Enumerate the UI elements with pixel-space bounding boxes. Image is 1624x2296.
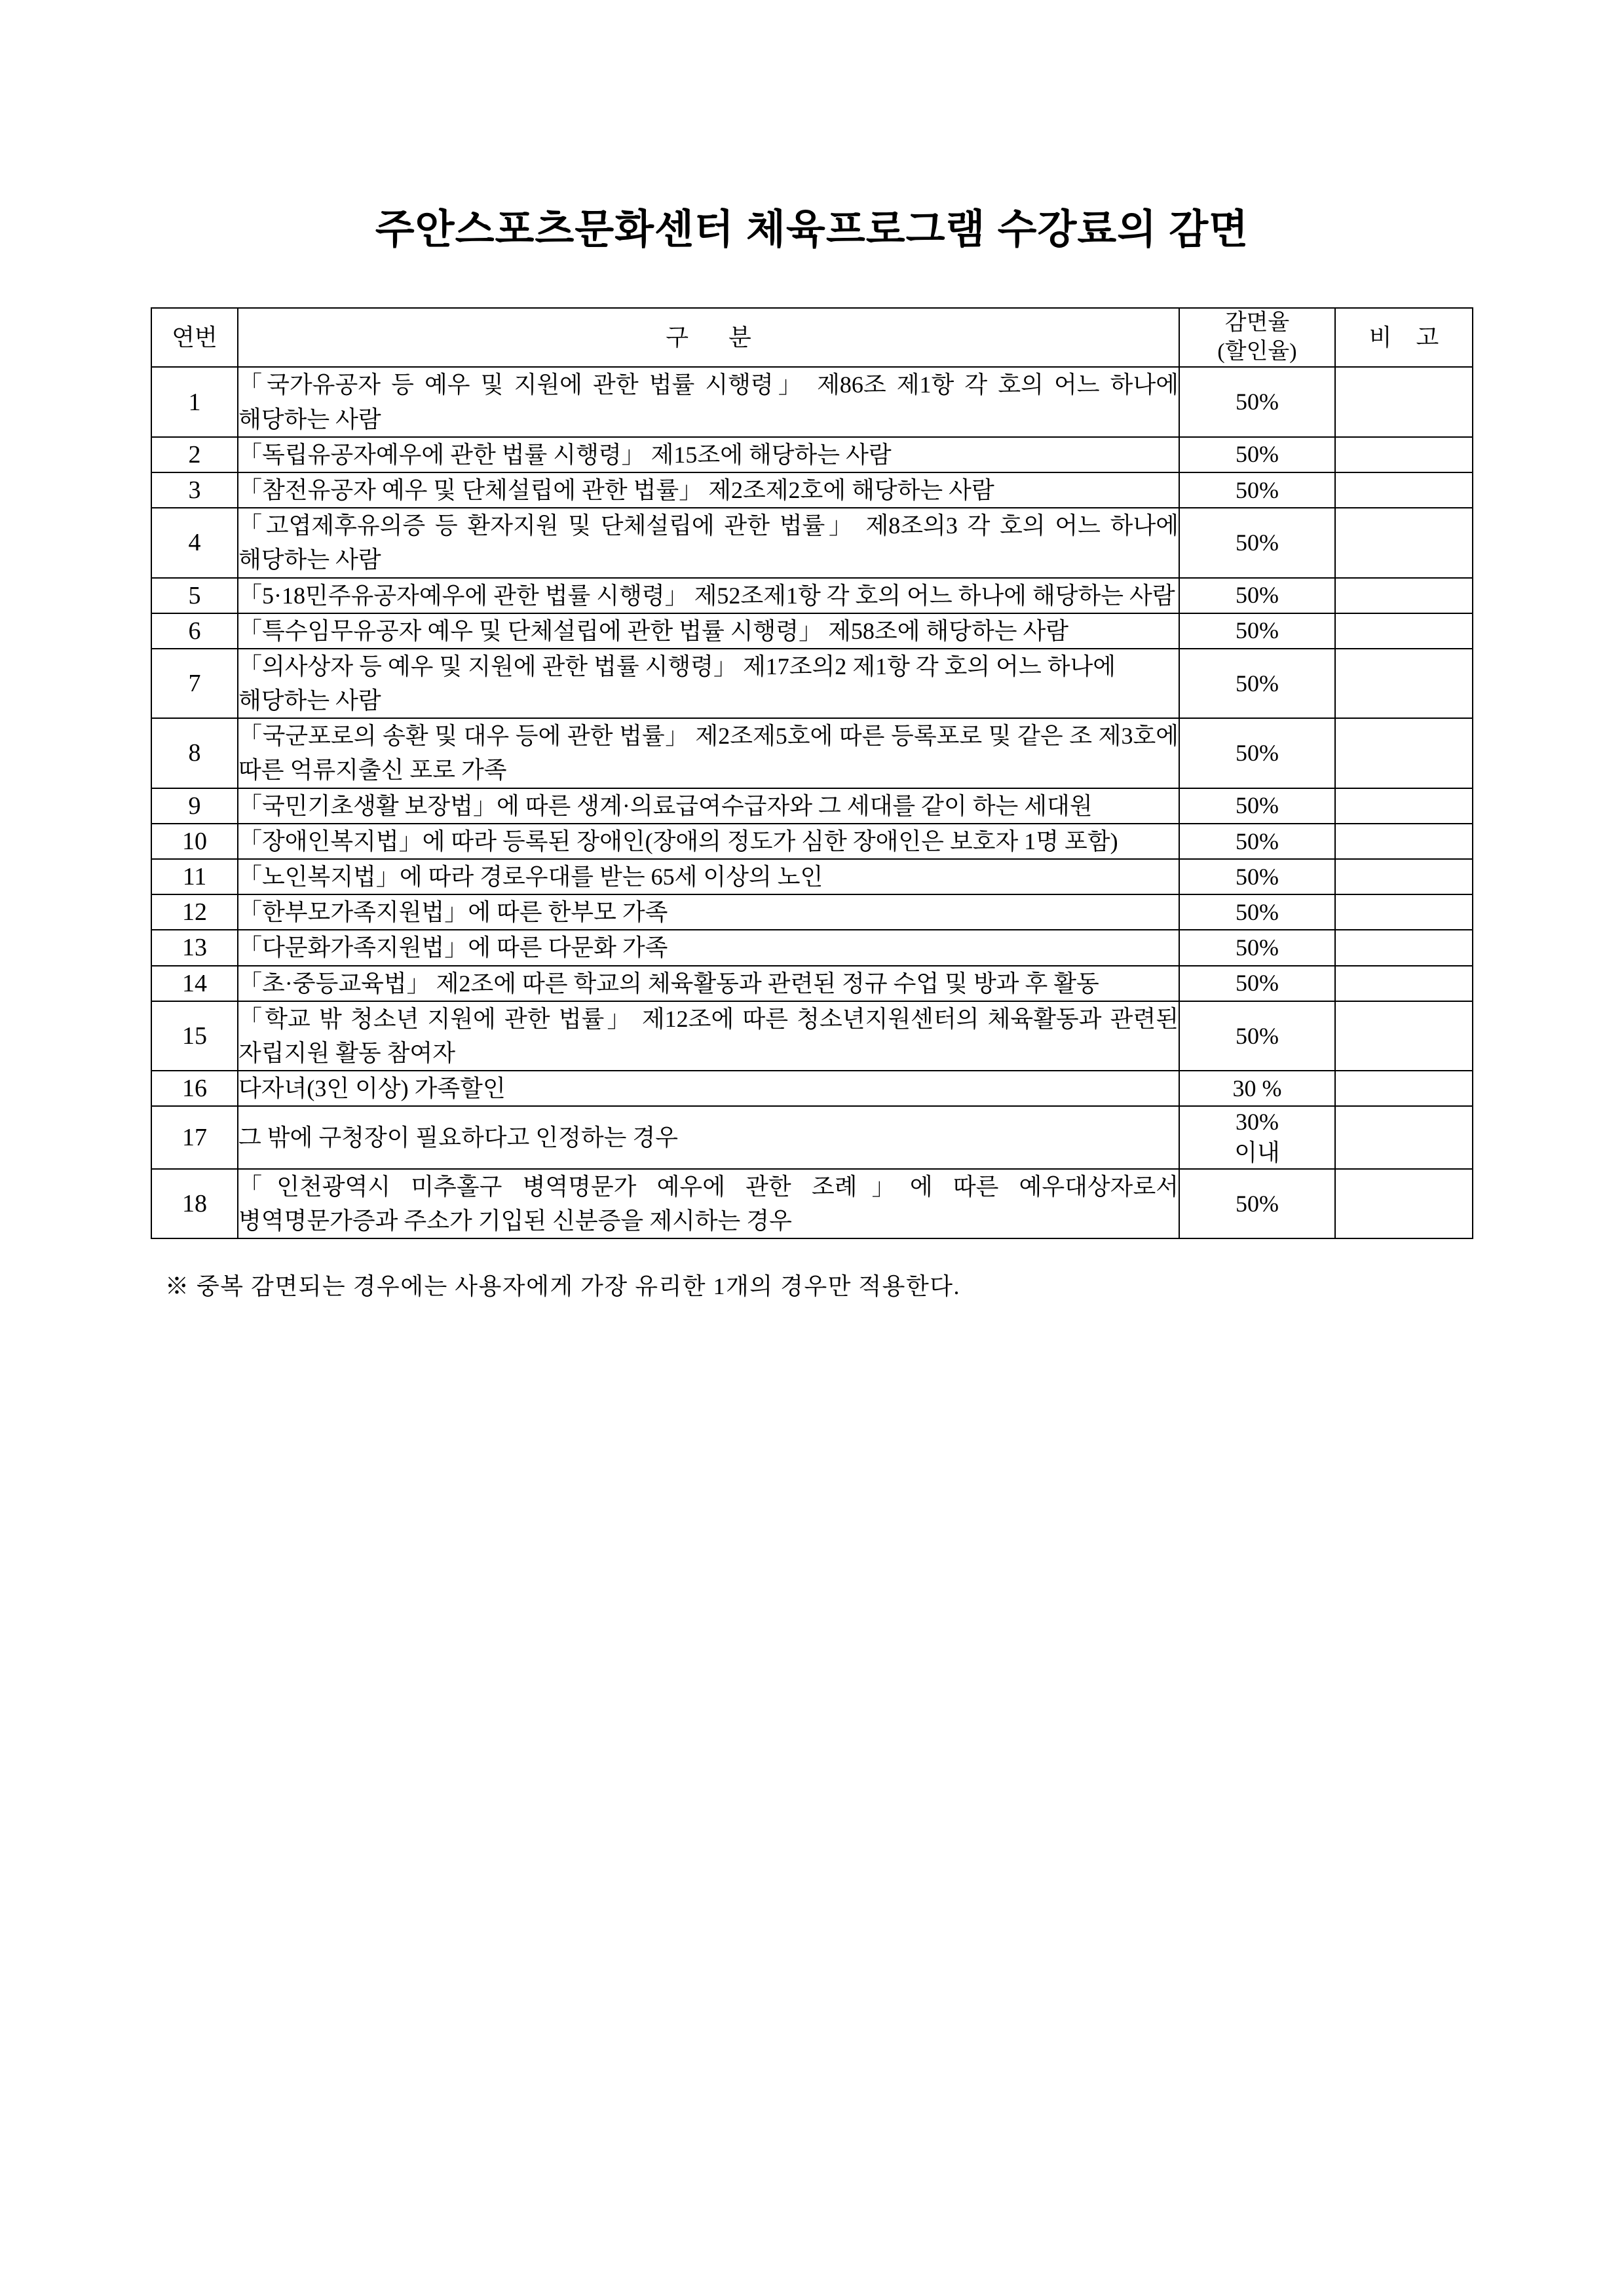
row-no: 2 <box>151 437 238 472</box>
row-description: 「독립유공자예우에 관한 법률 시행령」 제15조에 해당하는 사람 <box>238 437 1179 472</box>
row-no: 10 <box>151 824 238 859</box>
table-header-row <box>151 308 1473 367</box>
table-row <box>151 1001 1473 1071</box>
row-rate: 50% <box>1179 859 1335 894</box>
row-no: 4 <box>151 508 238 577</box>
row-note <box>1335 578 1473 613</box>
row-rate: 50% <box>1179 894 1335 930</box>
row-rate: 50% <box>1179 788 1335 824</box>
column-header-rate-line2: (할인율) <box>1217 339 1297 364</box>
row-rate: 50% <box>1179 578 1335 613</box>
column-header-rate-line1: 감면율 <box>1224 311 1290 335</box>
row-no: 17 <box>151 1106 238 1169</box>
row-rate: 30 % <box>1179 1071 1335 1106</box>
row-rate: 50% <box>1179 613 1335 649</box>
row-note <box>1335 1169 1473 1238</box>
row-note <box>1335 472 1473 508</box>
row-note <box>1335 788 1473 824</box>
row-rate: 50% <box>1179 367 1335 436</box>
row-description: 「고엽제후유의증 등 환자지원 및 단체설립에 관한 법률」 제8조의3 각 호의 어느 하나에 해당하는 사람 <box>238 508 1179 577</box>
row-description: 「인천광역시 미추홀구 병역명문가 예우에 관한 조례」에 따른 예우대상자로서 병역명문가증과 주소가 기입된 신분증을 제시하는 경우 <box>238 1169 1179 1238</box>
row-rate: 50% <box>1179 472 1335 508</box>
row-note <box>1335 824 1473 859</box>
row-no: 18 <box>151 1169 238 1238</box>
row-description: 「국가유공자 등 예우 및 지원에 관한 법률 시행령」 제86조 제1항 각 호의 어느 하나에 해당하는 사람 <box>238 367 1179 436</box>
row-rate: 50% <box>1179 824 1335 859</box>
row-rate: 50% <box>1179 718 1335 788</box>
row-rate: 50% <box>1179 508 1335 577</box>
table-row <box>151 824 1473 859</box>
row-note <box>1335 930 1473 965</box>
row-description: 「한부모가족지원법」에 따른 한부모 가족 <box>238 894 1179 930</box>
row-no: 7 <box>151 649 238 718</box>
row-description: 「장애인복지법」에 따라 등록된 장애인(장애의 정도가 심한 장애인은 보호자 1명 포함) <box>238 824 1179 859</box>
table-row <box>151 578 1473 613</box>
row-description: 「5·18민주유공자예우에 관한 법률 시행령」 제52조제1항 각 호의 어느 하나에 해당하는 사람 <box>238 578 1179 613</box>
column-header-note: 비 고 <box>1335 308 1473 367</box>
row-note <box>1335 1001 1473 1071</box>
row-note <box>1335 894 1473 930</box>
row-rate: 50% <box>1179 1001 1335 1071</box>
row-description: 「학교 밖 청소년 지원에 관한 법률」 제12조에 따른 청소년지원센터의 체육활동과 관련된 자립지원 활동 참여자 <box>238 1001 1179 1071</box>
row-rate-line1: 30% <box>1236 1109 1279 1136</box>
row-description: 「의사상자 등 예우 및 지원에 관한 법률 시행령」 제17조의2 제1항 각 호의 어느 하나에 해당하는 사람 <box>238 649 1179 718</box>
table-row <box>151 788 1473 824</box>
table-row <box>151 437 1473 472</box>
table-row <box>151 1169 1473 1238</box>
row-description: 「노인복지법」에 따라 경로우대를 받는 65세 이상의 노인 <box>238 859 1179 894</box>
row-rate: 50% <box>1179 437 1335 472</box>
row-description: 「특수임무유공자 예우 및 단체설립에 관한 법률 시행령」 제58조에 해당하는 사람 <box>238 613 1179 649</box>
row-rate: 50% <box>1179 966 1335 1001</box>
row-description: 「참전유공자 예우 및 단체설립에 관한 법률」 제2조제2호에 해당하는 사람 <box>238 472 1179 508</box>
row-no: 5 <box>151 578 238 613</box>
table-row <box>151 472 1473 508</box>
row-note <box>1335 1071 1473 1106</box>
column-header-rate <box>1179 308 1335 367</box>
row-no: 9 <box>151 788 238 824</box>
row-no: 11 <box>151 859 238 894</box>
row-no: 14 <box>151 966 238 1001</box>
row-note <box>1335 367 1473 436</box>
table-row <box>151 367 1473 436</box>
row-no: 6 <box>151 613 238 649</box>
column-header-no: 연번 <box>151 308 238 367</box>
row-rate: 50% <box>1179 930 1335 965</box>
column-header-category: 구 분 <box>238 308 1179 367</box>
row-no: 16 <box>151 1071 238 1106</box>
row-note <box>1335 613 1473 649</box>
row-note <box>1335 859 1473 894</box>
row-no: 12 <box>151 894 238 930</box>
row-description: 「다문화가족지원법」에 따른 다문화 가족 <box>238 930 1179 965</box>
row-no: 15 <box>151 1001 238 1071</box>
row-note <box>1335 1106 1473 1169</box>
table-row <box>151 649 1473 718</box>
table-row <box>151 966 1473 1001</box>
table-row <box>151 613 1473 649</box>
row-note <box>1335 966 1473 1001</box>
table-row <box>151 894 1473 930</box>
row-rate: 50% <box>1179 1169 1335 1238</box>
row-no: 1 <box>151 367 238 436</box>
row-description: 「국군포로의 송환 및 대우 등에 관한 법률」 제2조제5호에 따른 등록포로 및 같은 조 제3호에 따른 억류지출신 포로 가족 <box>238 718 1179 788</box>
footnote: ※ 중복 감면되는 경우에는 사용자에게 가장 유리한 1개의 경우만 적용한다. <box>165 1273 961 1300</box>
table-row <box>151 1106 1473 1169</box>
table-row <box>151 718 1473 788</box>
row-description: 「초·중등교육법」 제2조에 따른 학교의 체육활동과 관련된 정규 수업 및 방과 후 활동 <box>238 966 1179 1001</box>
table-row <box>151 1071 1473 1106</box>
row-rate <box>1179 1106 1335 1169</box>
fee-reduction-table <box>151 307 1473 1239</box>
row-description: 「국민기초생활 보장법」에 따른 생계·의료급여수급자와 그 세대를 같이 하는 세대원 <box>238 788 1179 824</box>
row-note <box>1335 508 1473 577</box>
row-no: 8 <box>151 718 238 788</box>
row-note <box>1335 437 1473 472</box>
row-no: 3 <box>151 472 238 508</box>
row-no: 13 <box>151 930 238 965</box>
row-note <box>1335 718 1473 788</box>
row-rate: 50% <box>1179 649 1335 718</box>
table-row <box>151 859 1473 894</box>
row-note <box>1335 649 1473 718</box>
row-description: 그 밖에 구청장이 필요하다고 인정하는 경우 <box>238 1106 1179 1169</box>
table-row <box>151 930 1473 965</box>
row-description: 다자녀(3인 이상) 가족할인 <box>238 1071 1179 1106</box>
table-row <box>151 508 1473 577</box>
page-title: 주안스포츠문화센터 체육프로그램 수강료의 감면 <box>375 207 1249 252</box>
row-rate-line2: 이내 <box>1234 1139 1280 1166</box>
